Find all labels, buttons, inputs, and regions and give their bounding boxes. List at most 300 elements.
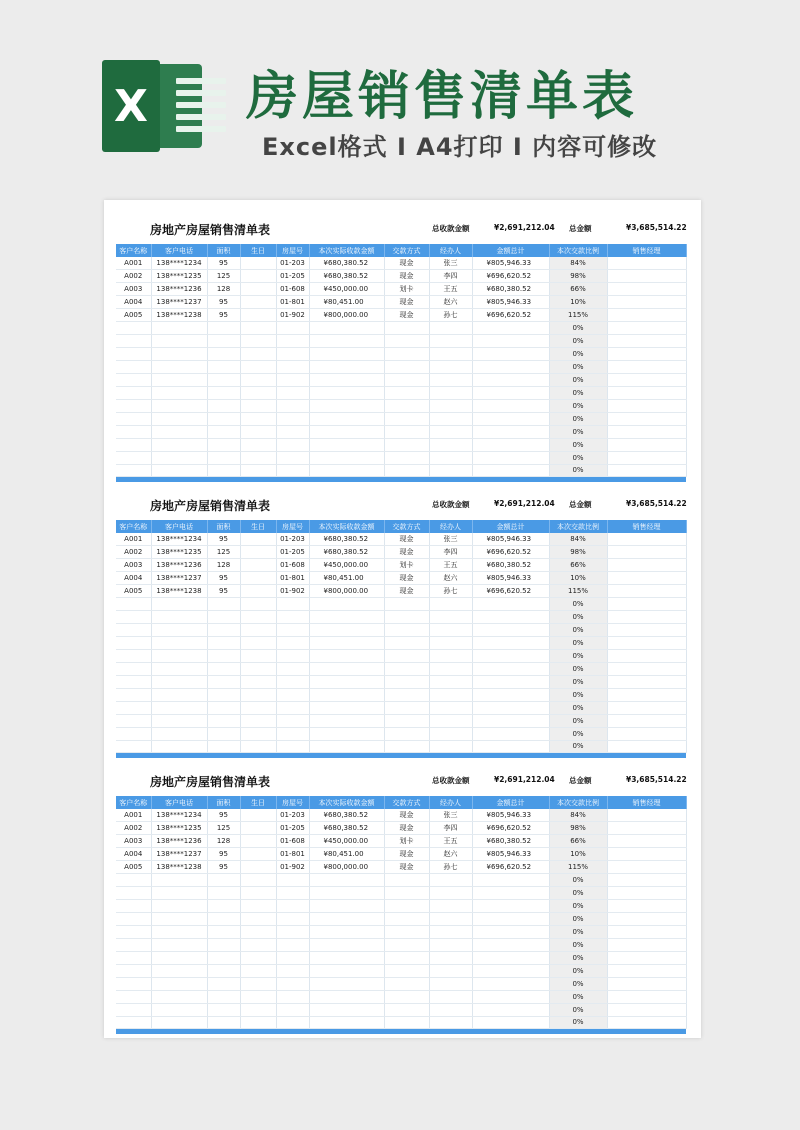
cell-payment-ratio[interactable]: 0% (549, 624, 607, 637)
cell-sales-manager[interactable] (607, 951, 686, 964)
cell-payment-method[interactable]: 现金 (384, 296, 429, 309)
cell-received-amount[interactable] (309, 662, 384, 675)
cell-payment-method[interactable] (384, 598, 429, 611)
cell-sales-manager[interactable] (607, 348, 686, 361)
cell-phone[interactable] (151, 464, 207, 477)
column-header-customer[interactable]: 客户名称 (116, 796, 151, 809)
cell-customer[interactable] (116, 990, 151, 1003)
cell-agent[interactable] (429, 624, 472, 637)
cell-area[interactable]: 95 (207, 809, 240, 822)
cell-payment-method[interactable]: 现金 (384, 585, 429, 598)
cell-payment-method[interactable] (384, 938, 429, 951)
cell-phone[interactable]: 138****1236 (151, 283, 207, 296)
cell-birthday[interactable] (240, 399, 276, 412)
cell-sales-manager[interactable] (607, 714, 686, 727)
cell-sales-manager[interactable] (607, 559, 686, 572)
cell-received-amount[interactable] (309, 386, 384, 399)
cell-phone[interactable]: 138****1234 (151, 257, 207, 270)
cell-area[interactable] (207, 714, 240, 727)
cell-customer[interactable] (116, 727, 151, 740)
cell-phone[interactable] (151, 938, 207, 951)
cell-agent[interactable]: 孙七 (429, 585, 472, 598)
cell-payment-method[interactable]: 现金 (384, 809, 429, 822)
cell-birthday[interactable] (240, 257, 276, 270)
column-header-sales-manager[interactable]: 销售经理 (607, 796, 686, 809)
cell-birthday[interactable] (240, 451, 276, 464)
cell-sales-manager[interactable] (607, 585, 686, 598)
cell-received-amount[interactable] (309, 624, 384, 637)
cell-total-amount[interactable] (472, 900, 549, 913)
cell-sales-manager[interactable] (607, 701, 686, 714)
cell-payment-method[interactable] (384, 348, 429, 361)
cell-payment-ratio[interactable]: 0% (549, 900, 607, 913)
cell-payment-ratio[interactable]: 98% (549, 822, 607, 835)
cell-payment-ratio[interactable]: 0% (549, 399, 607, 412)
cell-phone[interactable] (151, 425, 207, 438)
cell-birthday[interactable] (240, 296, 276, 309)
cell-payment-method[interactable]: 划卡 (384, 283, 429, 296)
cell-payment-method[interactable] (384, 649, 429, 662)
cell-sales-manager[interactable] (607, 835, 686, 848)
cell-total-amount[interactable] (472, 887, 549, 900)
column-header-phone[interactable]: 客户电话 (151, 520, 207, 533)
cell-sales-manager[interactable] (607, 964, 686, 977)
cell-payment-method[interactable]: 划卡 (384, 835, 429, 848)
cell-customer[interactable]: A003 (116, 835, 151, 848)
cell-house-no[interactable] (276, 322, 309, 335)
cell-customer[interactable] (116, 714, 151, 727)
cell-area[interactable] (207, 727, 240, 740)
cell-area[interactable]: 95 (207, 585, 240, 598)
cell-total-amount[interactable] (472, 714, 549, 727)
cell-payment-ratio[interactable]: 0% (549, 348, 607, 361)
column-header-received-amount[interactable]: 本次实际收款金额 (309, 796, 384, 809)
cell-payment-method[interactable] (384, 322, 429, 335)
cell-payment-ratio[interactable]: 0% (549, 977, 607, 990)
cell-customer[interactable] (116, 399, 151, 412)
cell-payment-method[interactable] (384, 688, 429, 701)
cell-payment-method[interactable] (384, 740, 429, 753)
cell-house-no[interactable] (276, 925, 309, 938)
cell-area[interactable] (207, 913, 240, 926)
cell-area[interactable] (207, 611, 240, 624)
cell-area[interactable] (207, 662, 240, 675)
cell-agent[interactable] (429, 322, 472, 335)
cell-agent[interactable] (429, 964, 472, 977)
cell-agent[interactable]: 张三 (429, 257, 472, 270)
cell-customer[interactable]: A005 (116, 309, 151, 322)
cell-sales-manager[interactable] (607, 546, 686, 559)
cell-phone[interactable] (151, 951, 207, 964)
cell-phone[interactable] (151, 925, 207, 938)
cell-payment-ratio[interactable]: 0% (549, 425, 607, 438)
cell-payment-ratio[interactable]: 0% (549, 675, 607, 688)
cell-total-amount[interactable] (472, 913, 549, 926)
cell-birthday[interactable] (240, 662, 276, 675)
cell-customer[interactable] (116, 348, 151, 361)
cell-payment-method[interactable] (384, 1016, 429, 1029)
cell-sales-manager[interactable] (607, 624, 686, 637)
cell-house-no[interactable] (276, 412, 309, 425)
cell-payment-method[interactable] (384, 874, 429, 887)
cell-received-amount[interactable]: ¥680,380.52 (309, 257, 384, 270)
cell-birthday[interactable] (240, 270, 276, 283)
cell-payment-ratio[interactable]: 0% (549, 335, 607, 348)
cell-payment-ratio[interactable]: 0% (549, 464, 607, 477)
cell-house-no[interactable] (276, 624, 309, 637)
cell-sales-manager[interactable] (607, 874, 686, 887)
cell-house-no[interactable] (276, 938, 309, 951)
column-header-agent[interactable]: 经办人 (429, 244, 472, 257)
cell-agent[interactable] (429, 1016, 472, 1029)
cell-house-no[interactable] (276, 951, 309, 964)
cell-phone[interactable] (151, 348, 207, 361)
cell-sales-manager[interactable] (607, 1003, 686, 1016)
cell-area[interactable] (207, 951, 240, 964)
cell-birthday[interactable] (240, 887, 276, 900)
cell-birthday[interactable] (240, 861, 276, 874)
cell-agent[interactable]: 王五 (429, 283, 472, 296)
cell-house-no[interactable]: 01-608 (276, 835, 309, 848)
cell-customer[interactable] (116, 874, 151, 887)
cell-payment-ratio[interactable]: 10% (549, 572, 607, 585)
cell-area[interactable] (207, 701, 240, 714)
cell-received-amount[interactable] (309, 1016, 384, 1029)
cell-received-amount[interactable]: ¥680,380.52 (309, 270, 384, 283)
cell-agent[interactable] (429, 701, 472, 714)
cell-agent[interactable] (429, 662, 472, 675)
cell-house-no[interactable] (276, 900, 309, 913)
cell-total-amount[interactable] (472, 399, 549, 412)
cell-total-amount[interactable] (472, 348, 549, 361)
cell-payment-ratio[interactable]: 0% (549, 662, 607, 675)
cell-received-amount[interactable]: ¥450,000.00 (309, 559, 384, 572)
cell-phone[interactable] (151, 688, 207, 701)
cell-phone[interactable] (151, 874, 207, 887)
cell-area[interactable] (207, 373, 240, 386)
cell-customer[interactable] (116, 964, 151, 977)
cell-total-amount[interactable] (472, 1016, 549, 1029)
cell-sales-manager[interactable] (607, 361, 686, 374)
cell-received-amount[interactable] (309, 740, 384, 753)
cell-payment-ratio[interactable]: 0% (549, 964, 607, 977)
cell-total-amount[interactable] (472, 412, 549, 425)
cell-customer[interactable] (116, 662, 151, 675)
cell-received-amount[interactable] (309, 1003, 384, 1016)
cell-house-no[interactable] (276, 964, 309, 977)
cell-house-no[interactable]: 01-205 (276, 546, 309, 559)
cell-agent[interactable] (429, 938, 472, 951)
cell-payment-ratio[interactable]: 0% (549, 913, 607, 926)
cell-total-amount[interactable] (472, 964, 549, 977)
cell-sales-manager[interactable] (607, 533, 686, 546)
cell-sales-manager[interactable] (607, 848, 686, 861)
cell-phone[interactable] (151, 624, 207, 637)
cell-received-amount[interactable]: ¥450,000.00 (309, 283, 384, 296)
cell-agent[interactable] (429, 399, 472, 412)
cell-sales-manager[interactable] (607, 386, 686, 399)
cell-sales-manager[interactable] (607, 425, 686, 438)
cell-total-amount[interactable]: ¥805,946.33 (472, 257, 549, 270)
cell-area[interactable]: 95 (207, 257, 240, 270)
cell-birthday[interactable] (240, 533, 276, 546)
cell-customer[interactable]: A001 (116, 809, 151, 822)
cell-payment-method[interactable] (384, 913, 429, 926)
cell-phone[interactable]: 138****1238 (151, 309, 207, 322)
cell-house-no[interactable] (276, 649, 309, 662)
cell-payment-ratio[interactable]: 66% (549, 283, 607, 296)
cell-phone[interactable]: 138****1238 (151, 861, 207, 874)
cell-phone[interactable] (151, 714, 207, 727)
cell-phone[interactable] (151, 451, 207, 464)
cell-payment-method[interactable] (384, 887, 429, 900)
cell-birthday[interactable] (240, 598, 276, 611)
cell-received-amount[interactable] (309, 714, 384, 727)
cell-birthday[interactable] (240, 977, 276, 990)
cell-agent[interactable] (429, 361, 472, 374)
cell-birthday[interactable] (240, 727, 276, 740)
cell-total-amount[interactable] (472, 624, 549, 637)
cell-payment-ratio[interactable]: 0% (549, 649, 607, 662)
cell-phone[interactable] (151, 649, 207, 662)
cell-total-amount[interactable] (472, 425, 549, 438)
cell-customer[interactable]: A002 (116, 822, 151, 835)
cell-payment-ratio[interactable]: 0% (549, 373, 607, 386)
cell-sales-manager[interactable] (607, 257, 686, 270)
cell-customer[interactable] (116, 925, 151, 938)
cell-house-no[interactable] (276, 598, 309, 611)
cell-total-amount[interactable] (472, 373, 549, 386)
cell-agent[interactable]: 张三 (429, 533, 472, 546)
cell-birthday[interactable] (240, 361, 276, 374)
cell-agent[interactable] (429, 874, 472, 887)
cell-sales-manager[interactable] (607, 270, 686, 283)
cell-phone[interactable] (151, 1003, 207, 1016)
cell-received-amount[interactable] (309, 361, 384, 374)
column-header-total-amount[interactable]: 金额总计 (472, 796, 549, 809)
cell-customer[interactable]: A004 (116, 296, 151, 309)
cell-payment-method[interactable]: 划卡 (384, 559, 429, 572)
cell-sales-manager[interactable] (607, 809, 686, 822)
cell-received-amount[interactable] (309, 611, 384, 624)
column-header-birthday[interactable]: 生日 (240, 796, 276, 809)
cell-total-amount[interactable] (472, 675, 549, 688)
cell-area[interactable] (207, 598, 240, 611)
cell-payment-ratio[interactable]: 115% (549, 309, 607, 322)
cell-sales-manager[interactable] (607, 296, 686, 309)
cell-customer[interactable] (116, 1016, 151, 1029)
cell-area[interactable] (207, 451, 240, 464)
cell-house-no[interactable] (276, 874, 309, 887)
cell-phone[interactable] (151, 913, 207, 926)
cell-payment-method[interactable] (384, 335, 429, 348)
cell-total-amount[interactable] (472, 688, 549, 701)
cell-customer[interactable]: A001 (116, 257, 151, 270)
cell-payment-ratio[interactable]: 115% (549, 861, 607, 874)
cell-birthday[interactable] (240, 938, 276, 951)
cell-area[interactable]: 95 (207, 861, 240, 874)
cell-received-amount[interactable] (309, 951, 384, 964)
cell-birthday[interactable] (240, 835, 276, 848)
cell-birthday[interactable] (240, 822, 276, 835)
cell-received-amount[interactable]: ¥80,451.00 (309, 296, 384, 309)
cell-agent[interactable] (429, 977, 472, 990)
column-header-area[interactable]: 面积 (207, 796, 240, 809)
cell-customer[interactable] (116, 451, 151, 464)
cell-phone[interactable] (151, 990, 207, 1003)
cell-payment-method[interactable]: 现金 (384, 572, 429, 585)
cell-phone[interactable]: 138****1238 (151, 585, 207, 598)
cell-agent[interactable] (429, 451, 472, 464)
cell-sales-manager[interactable] (607, 822, 686, 835)
cell-phone[interactable] (151, 662, 207, 675)
cell-agent[interactable] (429, 412, 472, 425)
cell-payment-ratio[interactable]: 115% (549, 585, 607, 598)
cell-area[interactable] (207, 399, 240, 412)
cell-area[interactable] (207, 990, 240, 1003)
cell-phone[interactable]: 138****1237 (151, 848, 207, 861)
cell-birthday[interactable] (240, 675, 276, 688)
cell-agent[interactable] (429, 348, 472, 361)
cell-agent[interactable] (429, 887, 472, 900)
cell-total-amount[interactable]: ¥680,380.52 (472, 559, 549, 572)
cell-birthday[interactable] (240, 572, 276, 585)
cell-house-no[interactable]: 01-203 (276, 257, 309, 270)
cell-received-amount[interactable] (309, 335, 384, 348)
cell-payment-method[interactable]: 现金 (384, 546, 429, 559)
cell-sales-manager[interactable] (607, 637, 686, 650)
cell-phone[interactable] (151, 977, 207, 990)
cell-payment-method[interactable]: 现金 (384, 309, 429, 322)
cell-house-no[interactable] (276, 335, 309, 348)
cell-birthday[interactable] (240, 990, 276, 1003)
cell-customer[interactable] (116, 740, 151, 753)
cell-payment-ratio[interactable]: 10% (549, 848, 607, 861)
cell-payment-method[interactable] (384, 1003, 429, 1016)
cell-area[interactable] (207, 412, 240, 425)
cell-house-no[interactable] (276, 675, 309, 688)
column-header-payment-ratio[interactable]: 本次交款比例 (549, 520, 607, 533)
cell-birthday[interactable] (240, 585, 276, 598)
cell-agent[interactable] (429, 373, 472, 386)
cell-birthday[interactable] (240, 611, 276, 624)
cell-agent[interactable] (429, 649, 472, 662)
cell-total-amount[interactable]: ¥805,946.33 (472, 533, 549, 546)
cell-payment-method[interactable] (384, 900, 429, 913)
cell-total-amount[interactable] (472, 662, 549, 675)
cell-total-amount[interactable] (472, 990, 549, 1003)
column-header-phone[interactable]: 客户电话 (151, 796, 207, 809)
cell-customer[interactable] (116, 887, 151, 900)
cell-customer[interactable] (116, 900, 151, 913)
cell-customer[interactable] (116, 624, 151, 637)
cell-area[interactable]: 95 (207, 296, 240, 309)
cell-total-amount[interactable] (472, 740, 549, 753)
cell-customer[interactable] (116, 675, 151, 688)
cell-area[interactable] (207, 335, 240, 348)
cell-sales-manager[interactable] (607, 740, 686, 753)
cell-customer[interactable] (116, 373, 151, 386)
cell-agent[interactable] (429, 675, 472, 688)
cell-birthday[interactable] (240, 624, 276, 637)
cell-total-amount[interactable] (472, 386, 549, 399)
cell-total-amount[interactable] (472, 637, 549, 650)
cell-phone[interactable]: 138****1234 (151, 533, 207, 546)
column-header-sales-manager[interactable]: 销售经理 (607, 520, 686, 533)
cell-total-amount[interactable] (472, 1003, 549, 1016)
cell-customer[interactable] (116, 637, 151, 650)
cell-phone[interactable] (151, 399, 207, 412)
column-header-total-amount[interactable]: 金额总计 (472, 520, 549, 533)
cell-area[interactable]: 128 (207, 835, 240, 848)
cell-sales-manager[interactable] (607, 572, 686, 585)
column-header-payment-method[interactable]: 交款方式 (384, 244, 429, 257)
cell-phone[interactable]: 138****1235 (151, 270, 207, 283)
cell-payment-ratio[interactable]: 66% (549, 835, 607, 848)
cell-agent[interactable] (429, 598, 472, 611)
cell-birthday[interactable] (240, 412, 276, 425)
cell-house-no[interactable] (276, 399, 309, 412)
cell-birthday[interactable] (240, 688, 276, 701)
cell-area[interactable] (207, 900, 240, 913)
cell-total-amount[interactable]: ¥805,946.33 (472, 848, 549, 861)
cell-agent[interactable] (429, 900, 472, 913)
cell-total-amount[interactable] (472, 951, 549, 964)
cell-area[interactable] (207, 675, 240, 688)
cell-house-no[interactable]: 01-205 (276, 270, 309, 283)
cell-payment-method[interactable] (384, 990, 429, 1003)
cell-area[interactable]: 128 (207, 283, 240, 296)
cell-payment-ratio[interactable]: 0% (549, 951, 607, 964)
cell-total-amount[interactable]: ¥805,946.33 (472, 809, 549, 822)
cell-payment-method[interactable] (384, 977, 429, 990)
column-header-agent[interactable]: 经办人 (429, 520, 472, 533)
cell-birthday[interactable] (240, 322, 276, 335)
cell-area[interactable] (207, 637, 240, 650)
cell-received-amount[interactable] (309, 675, 384, 688)
cell-agent[interactable] (429, 1003, 472, 1016)
cell-agent[interactable] (429, 637, 472, 650)
cell-area[interactable] (207, 740, 240, 753)
cell-payment-ratio[interactable]: 0% (549, 938, 607, 951)
cell-payment-ratio[interactable]: 0% (549, 322, 607, 335)
cell-birthday[interactable] (240, 546, 276, 559)
cell-agent[interactable]: 李四 (429, 546, 472, 559)
column-header-area[interactable]: 面积 (207, 520, 240, 533)
cell-customer[interactable] (116, 412, 151, 425)
cell-agent[interactable] (429, 714, 472, 727)
cell-payment-ratio[interactable]: 0% (549, 740, 607, 753)
cell-area[interactable] (207, 464, 240, 477)
cell-birthday[interactable] (240, 386, 276, 399)
cell-phone[interactable]: 138****1236 (151, 559, 207, 572)
cell-customer[interactable] (116, 649, 151, 662)
cell-customer[interactable] (116, 361, 151, 374)
cell-total-amount[interactable] (472, 361, 549, 374)
cell-total-amount[interactable] (472, 438, 549, 451)
cell-received-amount[interactable] (309, 399, 384, 412)
cell-area[interactable]: 125 (207, 546, 240, 559)
cell-birthday[interactable] (240, 464, 276, 477)
column-header-agent[interactable]: 经办人 (429, 796, 472, 809)
column-header-payment-ratio[interactable]: 本次交款比例 (549, 796, 607, 809)
cell-birthday[interactable] (240, 809, 276, 822)
cell-payment-method[interactable]: 现金 (384, 822, 429, 835)
cell-total-amount[interactable] (472, 322, 549, 335)
cell-birthday[interactable] (240, 335, 276, 348)
cell-received-amount[interactable] (309, 688, 384, 701)
cell-received-amount[interactable] (309, 977, 384, 990)
